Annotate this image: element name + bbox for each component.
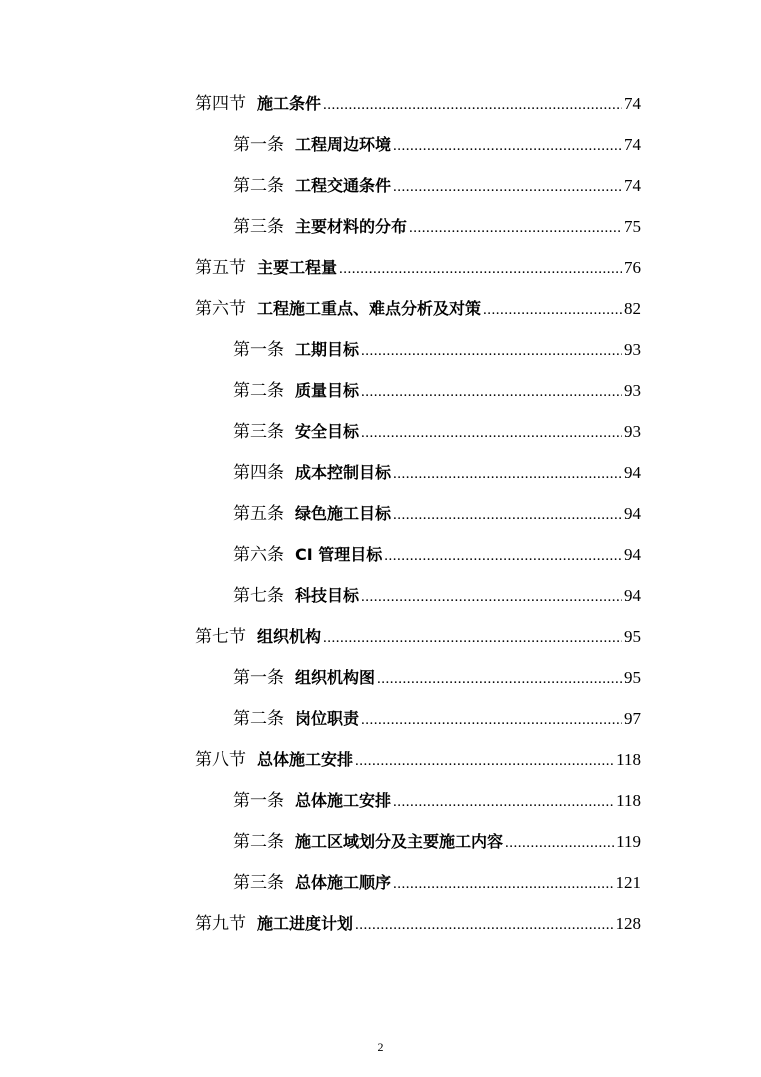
toc-entry-title: 施工条件 [257,94,322,113]
toc-entry-title: CI 管理目标 [295,545,383,564]
toc-entry-number: 第二条 [233,709,284,729]
toc-entry-article[interactable] [233,579,641,607]
toc-leader-dots [361,382,622,402]
toc-leader-dots [361,587,622,607]
toc-entry-article[interactable] [233,128,641,156]
toc-entry-page: 74 [624,135,641,154]
toc-leader-dots [393,505,622,525]
toc-leader-dots [361,423,622,443]
toc-entry-article[interactable] [233,825,641,853]
toc-leader-dots [355,915,613,935]
toc-leader-dots [323,95,622,115]
toc-entry-number: 第四条 [233,463,284,483]
toc-entry-number: 第二条 [233,176,284,196]
toc-entry-title: 施工区域划分及主要施工内容 [295,832,504,851]
toc-entry-page: 121 [615,873,641,892]
toc-entry-number: 第七条 [233,586,284,606]
toc-leader-dots [377,669,622,689]
toc-entry-title: 主要工程量 [257,258,338,277]
toc-entry-section[interactable] [195,620,641,648]
toc-leader-dots [393,464,622,484]
toc-entry-article[interactable] [233,456,641,484]
toc-entry-page: 74 [624,176,641,195]
toc-entry-number: 第一条 [233,135,284,155]
toc-leader-dots [361,710,622,730]
toc-entry-title: 科技目标 [295,586,360,605]
toc-entry-article[interactable] [233,661,641,689]
toc-entry-title: 工程周边环境 [295,135,392,154]
toc-entry-number: 第三条 [233,873,284,893]
toc-entry-number: 第三条 [233,217,284,237]
toc-entry-title: 总体施工安排 [295,791,392,810]
toc-leader-dots [393,874,613,894]
toc-leader-dots [393,136,622,156]
toc-leader-dots [409,218,622,238]
toc-entry-title: 主要材料的分布 [295,217,408,236]
toc-entry-number: 第三条 [233,422,284,442]
toc-leader-dots [339,259,622,279]
page-number: 2 [377,1040,384,1054]
toc-entry-section[interactable] [195,251,641,279]
toc-entry-article[interactable] [233,415,641,443]
toc-entry-article[interactable] [233,866,641,894]
toc-entry-title: 成本控制目标 [295,463,392,482]
toc-entry-page: 93 [624,381,641,400]
toc-entry-title: 总体施工顺序 [295,873,392,892]
toc-leader-dots [505,833,614,853]
toc-entry-title: 组织机构 [257,627,322,646]
toc-entry-title: 工程施工重点、难点分析及对策 [257,299,482,318]
toc-entry-title: 组织机构图 [295,668,376,687]
toc-entry-number: 第八节 [195,750,246,770]
toc-entry-title: 施工进度计划 [257,914,354,933]
toc-entry-page: 82 [624,299,641,318]
toc-leader-dots [393,792,614,812]
toc-entry-title: 总体施工安排 [257,750,354,769]
toc-entry-number: 第二条 [233,381,284,401]
toc-leader-dots [361,341,622,361]
toc-entry-number: 第五条 [233,504,284,524]
toc-entry-page: 94 [624,586,641,605]
toc-entry-number: 第一条 [233,791,284,811]
toc-entry-page: 95 [624,627,641,646]
toc-leader-dots [384,546,622,566]
toc-entry-section[interactable] [195,292,641,320]
toc-entry-article[interactable] [233,497,641,525]
toc-entry-page: 94 [624,463,641,482]
toc-entry-title: 质量目标 [295,381,360,400]
toc-entry-title: 绿色施工目标 [295,504,392,523]
toc-entry-number: 第六条 [233,545,284,565]
toc-entry-number: 第九节 [195,914,246,934]
toc-entry-page: 93 [624,340,641,359]
toc-entry-page: 93 [624,422,641,441]
toc-entry-article[interactable] [233,169,641,197]
toc-entry-page: 75 [624,217,641,236]
toc-entry-page: 118 [616,750,641,769]
toc-entry-article[interactable] [233,374,641,402]
toc-entry-title: 岗位职责 [295,709,360,728]
toc-entry-article[interactable] [233,784,641,812]
toc-entry-article[interactable] [233,538,641,566]
toc-entry-number: 第一条 [233,340,284,360]
toc-entry-page: 94 [624,504,641,523]
toc-entry-page: 74 [624,94,641,113]
toc-entry-page: 97 [624,709,641,728]
toc-entry-article[interactable] [233,333,641,361]
toc-entry-article[interactable] [233,702,641,730]
toc-entry-number: 第六节 [195,299,246,319]
toc-entry-title: 安全目标 [295,422,360,441]
toc-leader-dots [483,300,622,320]
toc-entry-title: 工期目标 [295,340,360,359]
toc-entry-number: 第七节 [195,627,246,647]
toc-entry-page: 118 [616,791,641,810]
toc-entry-number: 第一条 [233,668,284,688]
toc-entry-page: 76 [624,258,641,277]
toc-entry-title: 工程交通条件 [295,176,392,195]
toc-entry-section[interactable] [195,743,641,771]
toc-entry-number: 第五节 [195,258,246,278]
toc-leader-dots [355,751,614,771]
toc-leader-dots [393,177,622,197]
toc-entry-number: 第四节 [195,94,246,114]
toc-entry-page: 119 [616,832,641,851]
toc-entry-page: 95 [624,668,641,687]
toc-entry-number: 第二条 [233,832,284,852]
toc-entry-section[interactable] [195,87,641,115]
toc-entry-section[interactable] [195,907,641,935]
toc-entry-page: 94 [624,545,641,564]
toc-leader-dots [323,628,622,648]
toc-entry-page: 128 [615,914,641,933]
toc-entry-article[interactable] [233,210,641,238]
